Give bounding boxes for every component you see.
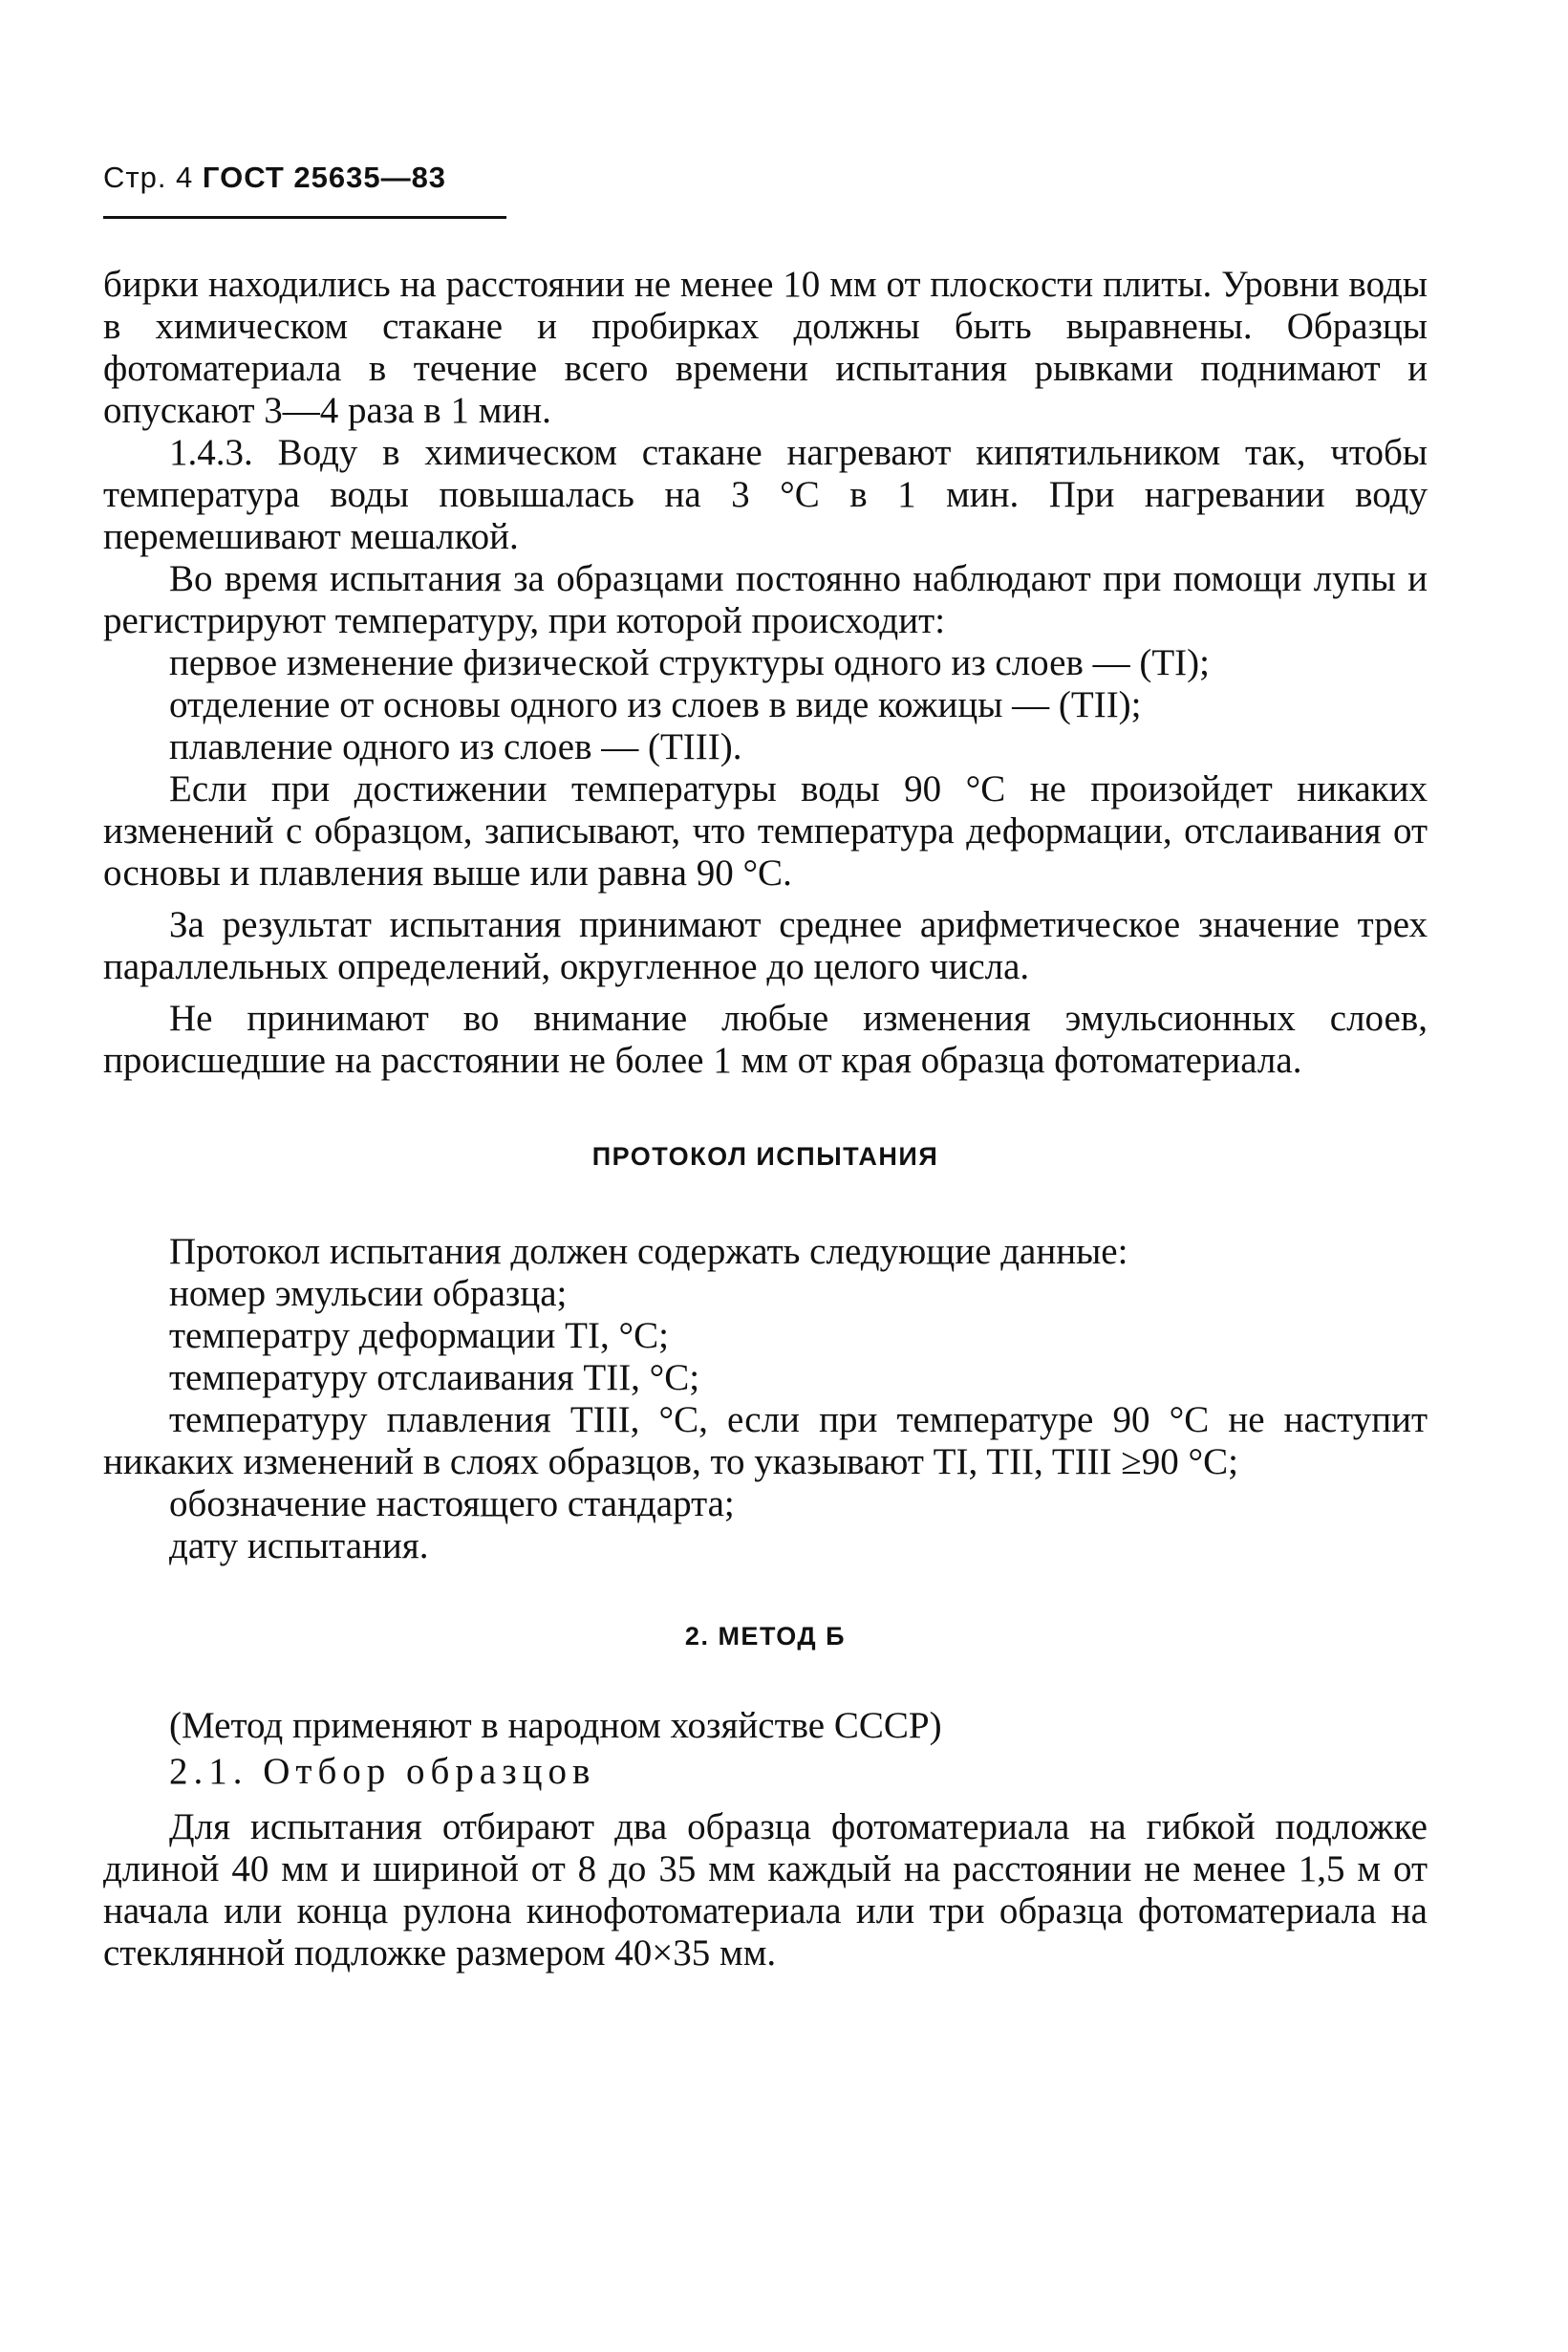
paragraph-observation: Во время испытания за образцами постоянно наблюдают при помощи лупы и регистрируют температуру, при которой происходит: xyxy=(103,558,1428,641)
paragraph-90c: Если при достижении температуры воды 90 °С не произойдет никаких изменений с образцом, записывают, что температура деформации, отслаивания от основы и плавления выше или равна 90 °С. xyxy=(103,768,1428,894)
page-header xyxy=(103,161,446,195)
list-item: температуру плавления TIII, °С, если при температуре 90 °С не наступит никаких изменений в слоях образцов, то указывают TI, TII, TIII ≥90 °С; xyxy=(103,1399,1428,1482)
paragraph-1-4-3: 1.4.3. Воду в химическом стакане нагревают кипятильником так, чтобы температура воды повышалась на 3 °С в 1 мин. При нагревании воду перемешивают мешалкой. xyxy=(103,432,1428,557)
paragraph-1: бирки находились на расстоянии не менее 10 мм от плоскости плиты. Уровни воды в химическом стакане и пробирках должны быть выравнены. Образцы фотоматериала в течение всего времени испытания рывками поднимают и опускают 3—4 раза в 1 мин. xyxy=(103,264,1428,431)
section-heading-protocol: ПРОТОКОЛ ИСПЫТАНИЯ xyxy=(591,1142,939,1171)
list-item: дату испытания. xyxy=(169,1525,429,1566)
list-item: обозначение настоящего стандарта; xyxy=(169,1483,735,1524)
paragraph-ignore: Не принимают во внимание любые изменения эмульсионных слоев, происшедшие на расстоянии не более 1 мм от края образца фотоматериала. xyxy=(103,998,1428,1081)
paragraph-result: За результат испытания принимают среднее арифметическое значение трех параллельных определений, округленное до целого числа. xyxy=(103,904,1428,987)
list-item: температуру отслаивания TII, °С; xyxy=(169,1357,700,1398)
header-rule xyxy=(103,216,506,219)
sampling-paragraph: Для испытания отбирают два образца фотоматериала на гибкой подложке длиной 40 мм и шириной от 8 до 35 мм каждый на расстоянии не менее 1,5 м от начала или конца рулона кинофотоматериала или три образца фотоматериала на стеклянной подложке размером 40×35 мм. xyxy=(103,1806,1428,1974)
list-item: плавление одного из слоев — (TIII). xyxy=(169,726,742,767)
list-item: температру деформации TI, °С; xyxy=(169,1315,669,1356)
method-note: (Метод применяют в народном хозяйстве СССР) xyxy=(169,1705,942,1746)
document-body xyxy=(103,264,1428,1974)
list-item: отделение от основы одного из слоев в виде кожицы — (TII); xyxy=(169,684,1142,725)
page-number: Стр. 4 xyxy=(103,161,194,194)
section-heading-method-b: 2. МЕТОД Б xyxy=(684,1622,847,1651)
protocol-intro: Протокол испытания должен содержать следующие данные: xyxy=(169,1231,1128,1272)
standard-code: ГОСТ 25635—83 xyxy=(202,161,447,194)
list-item: номер эмульсии образца; xyxy=(169,1273,568,1314)
list-item: первое изменение физической структуры одного из слоев — (TI); xyxy=(169,642,1210,683)
subsection-title: 2.1. Отбор образцов xyxy=(169,1751,596,1792)
